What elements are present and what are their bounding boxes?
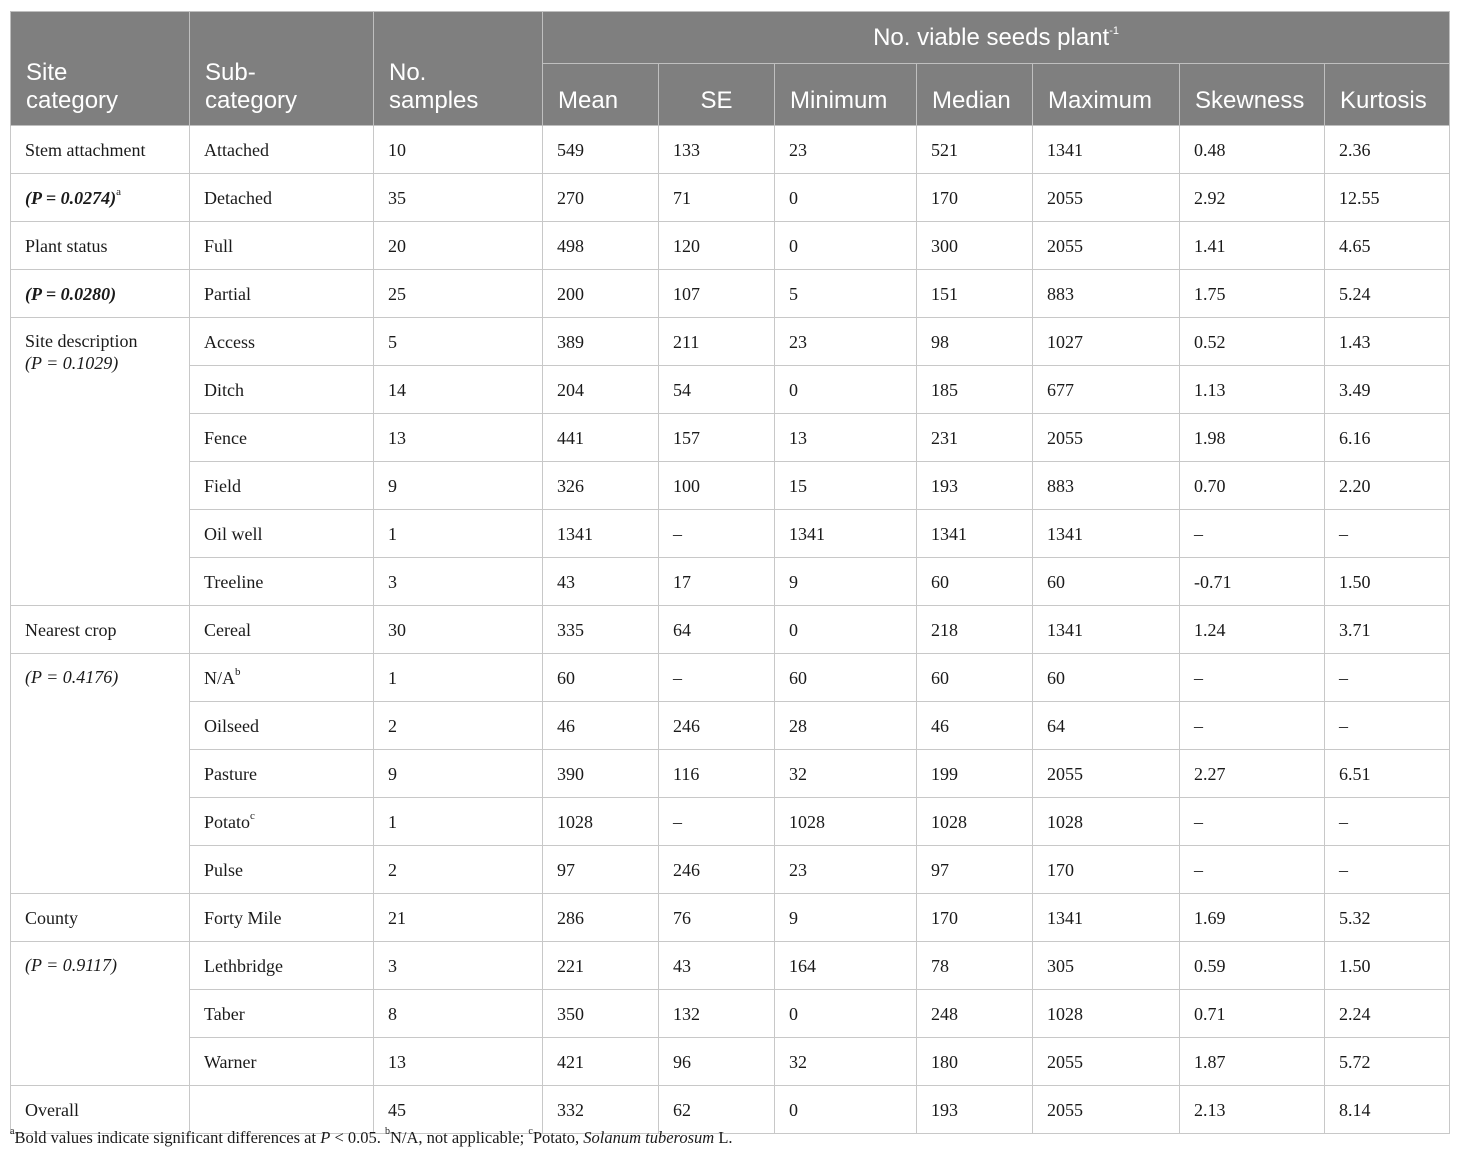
minimum-cell: 15 (775, 462, 917, 510)
kurtosis-cell: 2.36 (1325, 126, 1450, 174)
minimum-cell: 0 (775, 222, 917, 270)
minimum-cell: 32 (775, 750, 917, 798)
skewness-cell: – (1180, 846, 1325, 894)
mean-cell: 60 (543, 654, 659, 702)
table-row (11, 318, 1450, 366)
minimum-cell: 9 (775, 894, 917, 942)
mean-cell: 389 (543, 318, 659, 366)
median-cell: 170 (917, 894, 1033, 942)
maximum-cell: 305 (1033, 942, 1180, 990)
sub-category-cell (190, 1086, 374, 1134)
sub-category-cell: Partial (190, 270, 374, 318)
site-category-cell: (P = 0.0274)$^a$ (11, 174, 190, 222)
table-row (11, 606, 1450, 654)
maximum-cell: 1028 (1033, 798, 1180, 846)
maximum-cell: 1028 (1033, 990, 1180, 1038)
mean-cell: 221 (543, 942, 659, 990)
p-value: (P = 0.9117) (25, 955, 117, 975)
samples-cell: 30 (374, 606, 543, 654)
header-mean: Mean (543, 64, 659, 126)
table-body (11, 126, 1450, 1134)
skewness-cell: – (1180, 702, 1325, 750)
table-row (11, 750, 1450, 798)
median-cell: 193 (917, 1086, 1033, 1134)
median-cell: 97 (917, 846, 1033, 894)
samples-cell: 13 (374, 1038, 543, 1086)
maximum-cell: 2055 (1033, 1038, 1180, 1086)
mean-cell: 43 (543, 558, 659, 606)
maximum-cell: 2055 (1033, 750, 1180, 798)
mean-cell: 286 (543, 894, 659, 942)
se-cell: 157 (659, 414, 775, 462)
maximum-cell: 170 (1033, 846, 1180, 894)
kurtosis-cell: 1.43 (1325, 318, 1450, 366)
sub-category-cell: Ditch (190, 366, 374, 414)
table-row (11, 414, 1450, 462)
median-cell: 231 (917, 414, 1033, 462)
skewness-cell: 1.69 (1180, 894, 1325, 942)
header-skewness: Skewness (1180, 64, 1325, 126)
kurtosis-cell: 2.24 (1325, 990, 1450, 1038)
mean-cell: 498 (543, 222, 659, 270)
samples-cell: 35 (374, 174, 543, 222)
samples-cell: 1 (374, 510, 543, 558)
samples-cell: 2 (374, 846, 543, 894)
samples-cell: 8 (374, 990, 543, 1038)
se-cell: 17 (659, 558, 775, 606)
table-row (11, 510, 1450, 558)
mean-cell: 441 (543, 414, 659, 462)
skewness-cell: 2.92 (1180, 174, 1325, 222)
mean-cell: 335 (543, 606, 659, 654)
table-row (11, 654, 1450, 702)
skewness-cell: 1.41 (1180, 222, 1325, 270)
header-median: Median (917, 64, 1033, 126)
skewness-cell: 0.52 (1180, 318, 1325, 366)
minimum-cell: 23 (775, 126, 917, 174)
kurtosis-cell: 5.24 (1325, 270, 1450, 318)
table-row (11, 990, 1450, 1038)
maximum-cell: 2055 (1033, 174, 1180, 222)
table-footnote: $^a$Bold values indicate significant differences at P < 0.05. $^b$N/A, not applicable; $^c$Potato, Solanum tuberosum L. (10, 1125, 733, 1147)
sub-category-cell: Taber (190, 990, 374, 1038)
median-cell: 60 (917, 654, 1033, 702)
site-category-cell (11, 126, 190, 174)
skewness-cell: 0.71 (1180, 990, 1325, 1038)
table-row (11, 798, 1450, 846)
se-cell: 211 (659, 318, 775, 366)
kurtosis-cell: 5.32 (1325, 894, 1450, 942)
mean-cell: 332 (543, 1086, 659, 1134)
skewness-cell: 1.13 (1180, 366, 1325, 414)
table-row (11, 462, 1450, 510)
median-cell: 1341 (917, 510, 1033, 558)
header-sub-category: Sub- category (190, 12, 374, 126)
header-se: SE (659, 64, 775, 126)
sub-category-cell: $N/A^b$ (190, 654, 374, 702)
skewness-cell: – (1180, 654, 1325, 702)
kurtosis-cell: 12.55 (1325, 174, 1450, 222)
se-cell: 54 (659, 366, 775, 414)
site-category-cell (11, 606, 190, 654)
se-cell: 76 (659, 894, 775, 942)
minimum-cell: 0 (775, 174, 917, 222)
minimum-cell: 9 (775, 558, 917, 606)
table-row (11, 366, 1450, 414)
header-no-samples: No. samples (374, 12, 543, 126)
sub-category-cell: Cereal (190, 606, 374, 654)
skewness-cell: -0.71 (1180, 558, 1325, 606)
header-minimum: Minimum (775, 64, 917, 126)
site-category-name: Site description (25, 331, 138, 351)
median-cell: 521 (917, 126, 1033, 174)
table-row (11, 270, 1450, 318)
samples-cell: 9 (374, 462, 543, 510)
sub-category-cell: Treeline (190, 558, 374, 606)
maximum-cell: 2055 (1033, 1086, 1180, 1134)
median-cell: 60 (917, 558, 1033, 606)
maximum-cell: 1027 (1033, 318, 1180, 366)
samples-cell: 5 (374, 318, 543, 366)
minimum-cell: 0 (775, 1086, 917, 1134)
skewness-cell: – (1180, 510, 1325, 558)
p-value: (P = 0.0280) (25, 283, 117, 304)
kurtosis-cell: 3.49 (1325, 366, 1450, 414)
sub-category-cell: Pulse (190, 846, 374, 894)
table-row (11, 1038, 1450, 1086)
samples-cell: 3 (374, 558, 543, 606)
site-category-cell (11, 1086, 190, 1134)
maximum-cell: 2055 (1033, 222, 1180, 270)
skewness-cell: 2.13 (1180, 1086, 1325, 1134)
mean-cell: 200 (543, 270, 659, 318)
maximum-cell: 1341 (1033, 510, 1180, 558)
median-cell: 46 (917, 702, 1033, 750)
sub-category-cell: Detached (190, 174, 374, 222)
maximum-cell: 883 (1033, 270, 1180, 318)
skewness-cell: 0.48 (1180, 126, 1325, 174)
mean-cell: 204 (543, 366, 659, 414)
sub-category-cell: Potato$^c$ (190, 798, 374, 846)
kurtosis-cell: 1.50 (1325, 558, 1450, 606)
skewness-cell: 2.27 (1180, 750, 1325, 798)
mean-cell: 97 (543, 846, 659, 894)
header-maximum: Maximum (1033, 64, 1180, 126)
table-row (11, 558, 1450, 606)
site-category-name: County (25, 907, 79, 928)
kurtosis-cell: – (1325, 846, 1450, 894)
sub-category-cell: Forty Mile (190, 894, 374, 942)
table-row (11, 846, 1450, 894)
maximum-cell: 60 (1033, 654, 1180, 702)
kurtosis-cell: – (1325, 510, 1450, 558)
samples-cell: 9 (374, 750, 543, 798)
skewness-cell: 0.59 (1180, 942, 1325, 990)
se-cell: – (659, 798, 775, 846)
kurtosis-cell: – (1325, 702, 1450, 750)
sub-category-cell: Fence (190, 414, 374, 462)
minimum-cell: 164 (775, 942, 917, 990)
se-cell: 62 (659, 1086, 775, 1134)
maximum-cell: 2055 (1033, 414, 1180, 462)
minimum-cell: 1028 (775, 798, 917, 846)
samples-cell: 20 (374, 222, 543, 270)
median-cell: 78 (917, 942, 1033, 990)
table-row (11, 222, 1450, 270)
samples-cell: 1 (374, 654, 543, 702)
sub-category-cell: Pasture (190, 750, 374, 798)
kurtosis-cell: 1.50 (1325, 942, 1450, 990)
median-cell: 199 (917, 750, 1033, 798)
table-wrapper (10, 11, 1449, 1134)
sub-category-cell: Access (190, 318, 374, 366)
se-cell: 96 (659, 1038, 775, 1086)
skewness-cell: 1.87 (1180, 1038, 1325, 1086)
site-category-cell (11, 222, 190, 270)
samples-cell: 14 (374, 366, 543, 414)
minimum-cell: 13 (775, 414, 917, 462)
kurtosis-cell: 2.20 (1325, 462, 1450, 510)
kurtosis-cell: – (1325, 798, 1450, 846)
median-cell: 98 (917, 318, 1033, 366)
median-cell: 170 (917, 174, 1033, 222)
mean-cell: 1341 (543, 510, 659, 558)
header-kurtosis: Kurtosis (1325, 64, 1450, 126)
samples-cell: 25 (374, 270, 543, 318)
minimum-cell: 0 (775, 366, 917, 414)
se-cell: 100 (659, 462, 775, 510)
skewness-cell: 1.24 (1180, 606, 1325, 654)
minimum-cell: 5 (775, 270, 917, 318)
skewness-cell: 1.75 (1180, 270, 1325, 318)
header-site-category: Site category (11, 12, 190, 126)
se-cell: 43 (659, 942, 775, 990)
samples-cell: 3 (374, 942, 543, 990)
se-cell: 132 (659, 990, 775, 1038)
kurtosis-cell: 5.72 (1325, 1038, 1450, 1086)
minimum-cell: 23 (775, 846, 917, 894)
site-category-name: Overall (25, 1099, 79, 1120)
minimum-cell: 32 (775, 1038, 917, 1086)
se-cell: 246 (659, 702, 775, 750)
median-cell: 151 (917, 270, 1033, 318)
header-viable-seeds-group: No. viable seeds plant$^{-1}$ (543, 12, 1450, 64)
skewness-cell: – (1180, 798, 1325, 846)
maximum-cell: 60 (1033, 558, 1180, 606)
minimum-cell: 28 (775, 702, 917, 750)
mean-cell: 270 (543, 174, 659, 222)
skewness-cell: 1.98 (1180, 414, 1325, 462)
site-category-cell (11, 270, 190, 318)
kurtosis-cell: 8.14 (1325, 1086, 1450, 1134)
se-cell: 116 (659, 750, 775, 798)
site-category-name: Plant status (25, 235, 108, 256)
table-row (11, 942, 1450, 990)
mean-cell: 46 (543, 702, 659, 750)
median-cell: 185 (917, 366, 1033, 414)
se-cell: 120 (659, 222, 775, 270)
sub-category-cell: Attached (190, 126, 374, 174)
site-category-name: Stem attachment (25, 139, 146, 160)
sub-category-cell: Oilseed (190, 702, 374, 750)
se-cell: – (659, 510, 775, 558)
skewness-cell: 0.70 (1180, 462, 1325, 510)
table-header (11, 12, 1450, 126)
maximum-cell: 1341 (1033, 606, 1180, 654)
site-category-cell (11, 942, 190, 1086)
sub-category-cell: Oil well (190, 510, 374, 558)
mean-cell: 421 (543, 1038, 659, 1086)
sub-category-cell: Field (190, 462, 374, 510)
median-cell: 248 (917, 990, 1033, 1038)
maximum-cell: 1341 (1033, 894, 1180, 942)
se-cell: 246 (659, 846, 775, 894)
site-category-cell (11, 318, 190, 606)
p-value: (P = 0.1029) (25, 353, 119, 373)
se-cell: 133 (659, 126, 775, 174)
mean-cell: 350 (543, 990, 659, 1038)
sub-category-cell: Warner (190, 1038, 374, 1086)
se-cell: 71 (659, 174, 775, 222)
sub-category-cell: Lethbridge (190, 942, 374, 990)
kurtosis-cell: 6.51 (1325, 750, 1450, 798)
median-cell: 218 (917, 606, 1033, 654)
se-cell: – (659, 654, 775, 702)
site-category-cell (11, 654, 190, 894)
minimum-cell: 0 (775, 990, 917, 1038)
samples-cell: 13 (374, 414, 543, 462)
kurtosis-cell: 3.71 (1325, 606, 1450, 654)
kurtosis-cell: – (1325, 654, 1450, 702)
minimum-cell: 60 (775, 654, 917, 702)
median-cell: 193 (917, 462, 1033, 510)
samples-cell: 21 (374, 894, 543, 942)
table-row (11, 702, 1450, 750)
minimum-cell: 0 (775, 606, 917, 654)
samples-cell: 45 (374, 1086, 543, 1134)
samples-cell: 1 (374, 798, 543, 846)
table-row (11, 174, 1450, 222)
samples-cell: 10 (374, 126, 543, 174)
samples-cell: 2 (374, 702, 543, 750)
se-cell: 64 (659, 606, 775, 654)
kurtosis-cell: 6.16 (1325, 414, 1450, 462)
median-cell: 1028 (917, 798, 1033, 846)
maximum-cell: 1341 (1033, 126, 1180, 174)
minimum-cell: 1341 (775, 510, 917, 558)
table-row (11, 894, 1450, 942)
table-row (11, 1086, 1450, 1134)
mean-cell: 549 (543, 126, 659, 174)
site-category-name: Nearest crop (25, 619, 117, 640)
mean-cell: 1028 (543, 798, 659, 846)
median-cell: 180 (917, 1038, 1033, 1086)
maximum-cell: 677 (1033, 366, 1180, 414)
mean-cell: 326 (543, 462, 659, 510)
seed-table (10, 11, 1450, 1134)
maximum-cell: 64 (1033, 702, 1180, 750)
table-row (11, 126, 1450, 174)
minimum-cell: 23 (775, 318, 917, 366)
p-value: (P = 0.4176) (25, 667, 119, 687)
site-category-cell (11, 894, 190, 942)
maximum-cell: 883 (1033, 462, 1180, 510)
sub-category-cell: Full (190, 222, 374, 270)
p-value: (P = 0.0274) (25, 187, 117, 208)
median-cell: 300 (917, 222, 1033, 270)
se-cell: 107 (659, 270, 775, 318)
mean-cell: 390 (543, 750, 659, 798)
kurtosis-cell: 4.65 (1325, 222, 1450, 270)
